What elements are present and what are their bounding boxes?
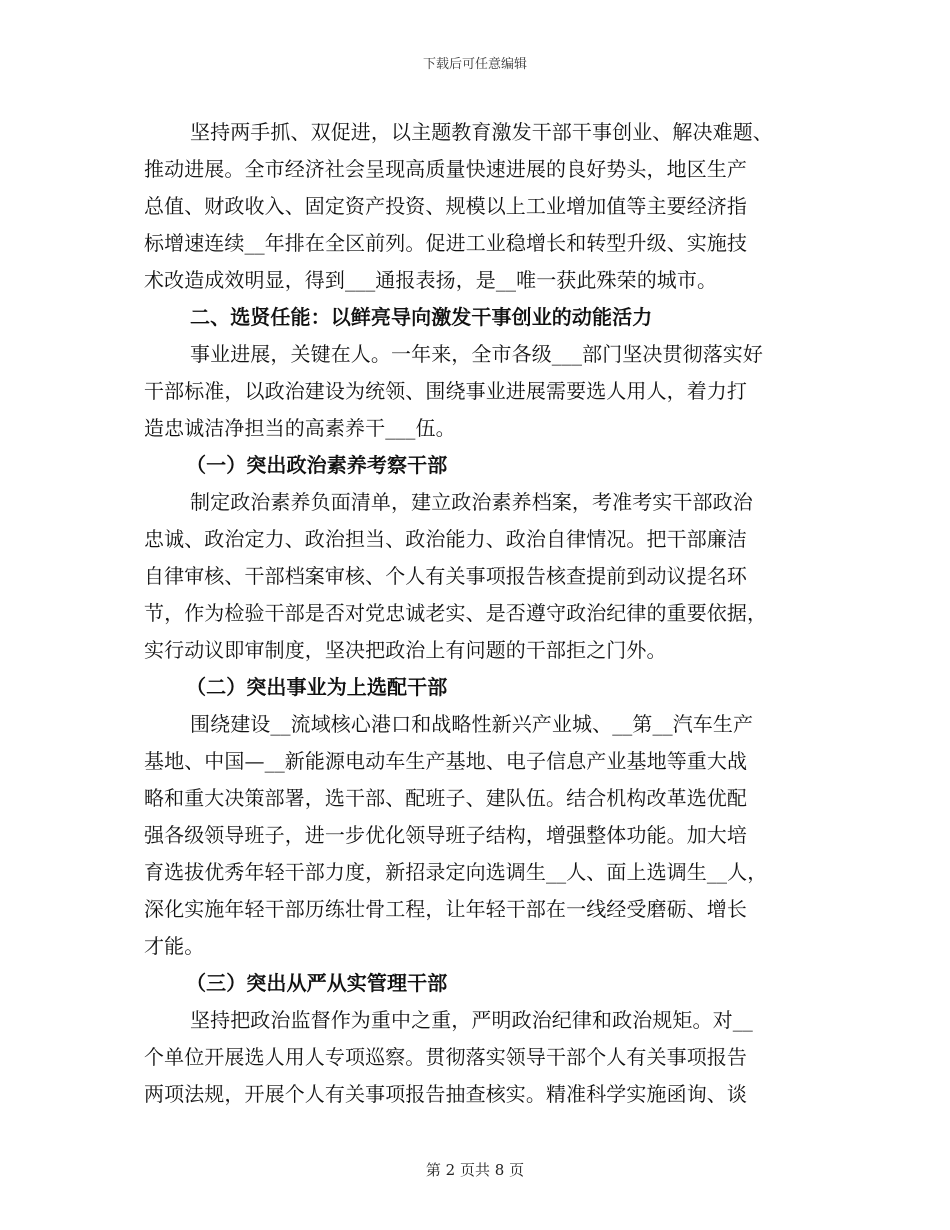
body-line: 才能。 xyxy=(144,934,205,958)
body-line: 实行动议即审制度，坚决把政治上有问题的干部拒之门外。 xyxy=(144,638,667,662)
subsection-heading: （二）突出事业为上选配干部 xyxy=(186,675,448,699)
body-line: 自律审核、干部档案审核、个人有关事项报告核查提前到动议提名环 xyxy=(144,564,747,588)
body-line: 干部标准，以政治建设为统领、围绕事业进展需要选人用人，着力打 xyxy=(144,379,747,403)
body-line: 总值、财政收入、固定资产投资、规模以上工业增加值等主要经济指 xyxy=(144,194,747,218)
document-body xyxy=(144,114,809,1113)
body-line: 忠诚、政治定力、政治担当、政治能力、政治自律情况。把干部廉洁 xyxy=(144,527,747,551)
body-line: 深化实施年轻干部历练壮骨工程，让年轻干部在一线经受磨砺、增长 xyxy=(144,897,747,921)
body-line: 围绕建设__流域核心港口和战略性新兴产业城、__第__汽车生产 xyxy=(190,712,754,736)
section-heading: 二、选贤任能：以鲜亮导向激发干事创业的动能活力 xyxy=(190,305,653,329)
body-line: 个单位开展选人用人专项巡察。贯彻落实领导干部个人有关事项报告 xyxy=(144,1045,747,1069)
body-line: 事业进展，关键在人。一年来，全市各级___部门坚决贯彻落实好 xyxy=(190,342,763,366)
subsection-heading: （三）突出从严从实管理干部 xyxy=(186,971,448,995)
body-line: 造忠诚洁净担当的高素养干___伍。 xyxy=(144,416,456,440)
page-number: 第 2 页共 8 页 xyxy=(425,1161,525,1179)
body-line: 坚持把政治监督作为重中之重，严明政治纪律和政治规矩。对__ xyxy=(190,1008,753,1032)
body-line: 标增速连续__年排在全区前列。促进工业稳增长和转型升级、实施技 xyxy=(144,231,748,255)
body-line: 制定政治素养负面清单，建立政治素养档案，考准考实干部政治 xyxy=(190,490,753,514)
body-line: 强各级领导班子，进一步优化领导班子结构，增强整体功能。加大培 xyxy=(144,823,747,847)
page-header: 下载后可任意编辑 xyxy=(422,57,527,72)
body-line: 节，作为检验干部是否对党忠诚老实、是否遵守政治纪律的重要依据， xyxy=(144,601,768,625)
body-line: 略和重大决策部署，选干部、配班子、建队伍。结合机构改革选优配 xyxy=(144,786,747,810)
body-line: 育选拔优秀年轻干部力度，新招录定向选调生__人、面上选调生__人， xyxy=(144,860,768,884)
body-line: 推动进展。全市经济社会呈现高质量快速进展的良好势头，地区生产 xyxy=(144,157,747,181)
body-line: 基地、中国—__新能源电动车生产基地、电子信息产业基地等重大战 xyxy=(144,749,748,773)
subsection-heading: （一）突出政治素养考察干部 xyxy=(186,453,448,477)
body-line: 坚持两手抓、双促进，以主题教育激发干部干事创业、解决难题、 xyxy=(190,120,773,144)
body-line: 两项法规，开展个人有关事项报告抽查核实。精准科学实施函询、谈 xyxy=(144,1082,747,1106)
body-line: 术改造成效明显，得到___通报表扬，是__唯一获此殊荣的城市。 xyxy=(144,268,718,292)
